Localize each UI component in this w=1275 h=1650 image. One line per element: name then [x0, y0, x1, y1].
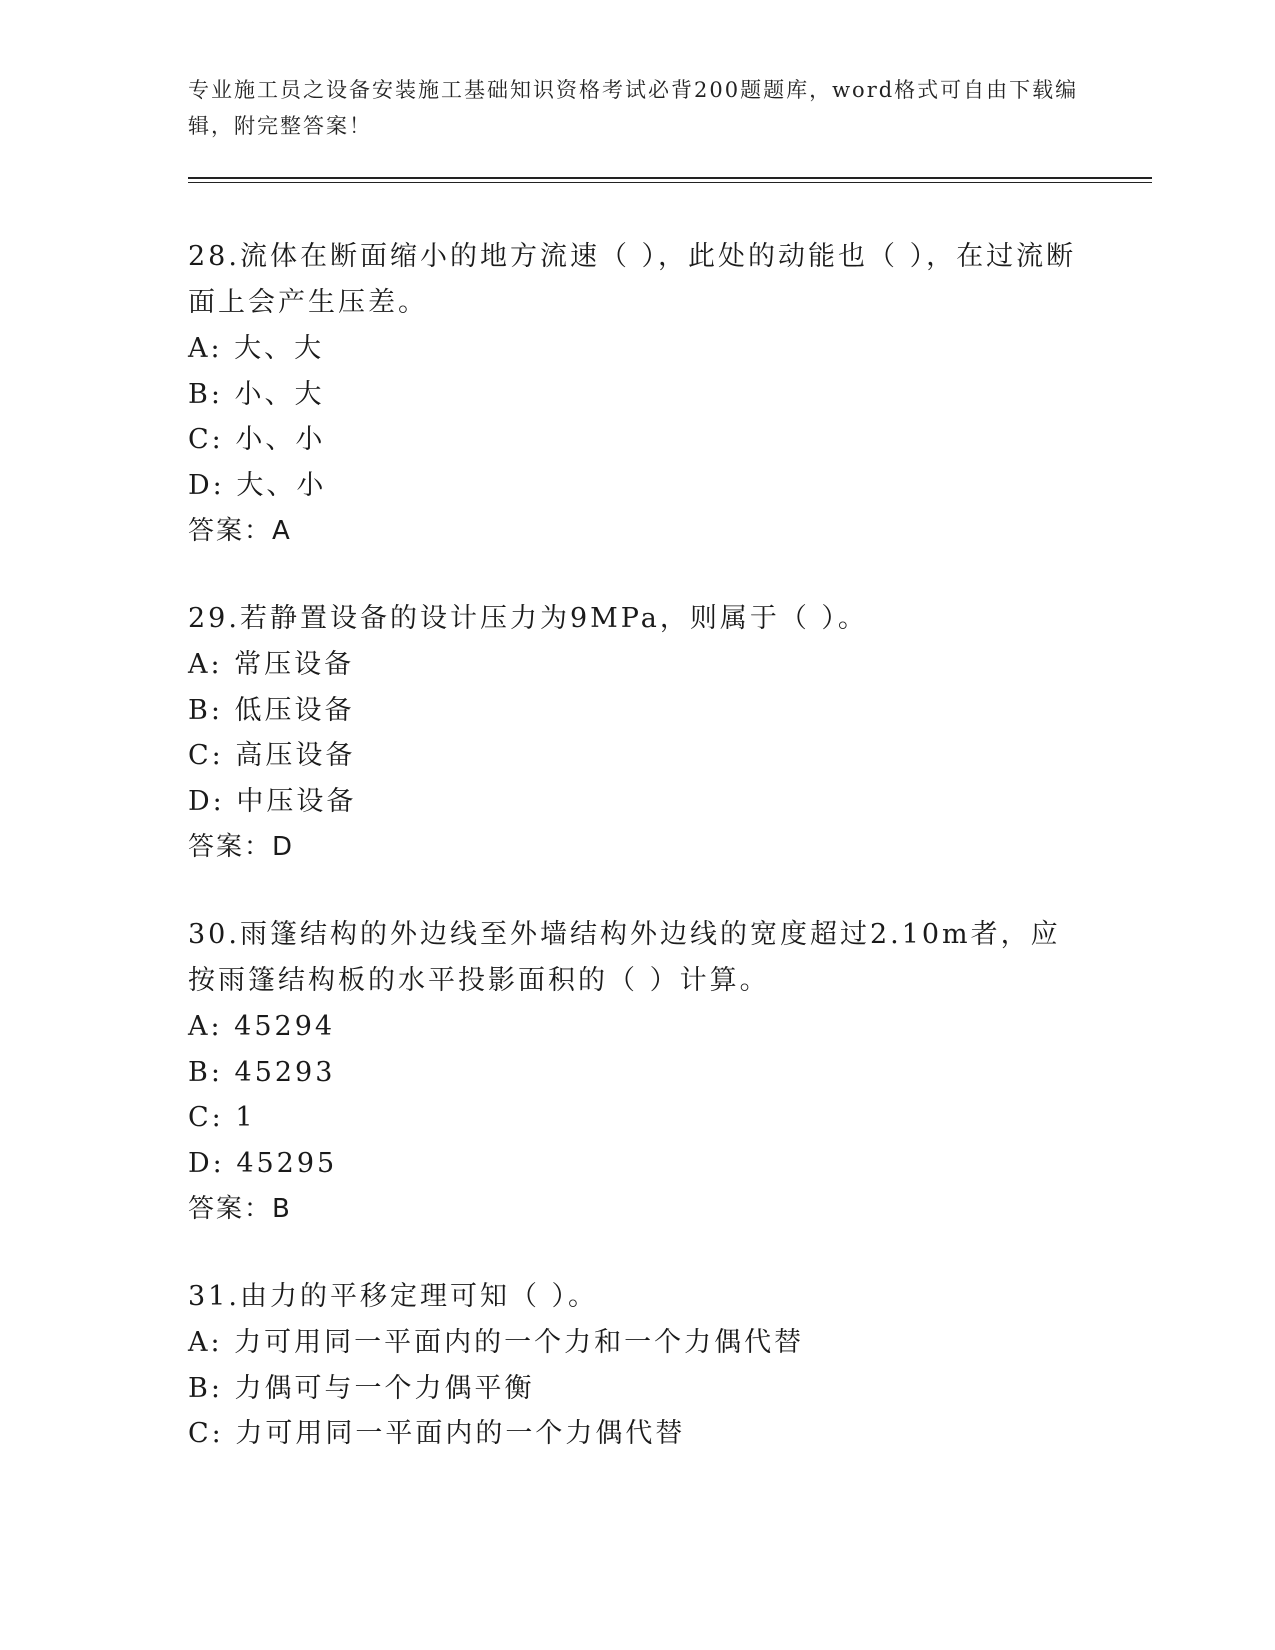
- question-text: 28.流体在断面缩小的地方流速（ ），此处的动能也（ ），在过流断面上会产生压差。: [188, 241, 1077, 318]
- answer-label: 答案：A: [188, 516, 292, 546]
- option-a: A: 常压设备: [188, 649, 355, 680]
- question-29: [188, 596, 1088, 870]
- option-b: B: 低压设备: [188, 694, 355, 726]
- answer-label: 答案：D: [188, 832, 295, 862]
- question-text: 31.由力的平移定理可知（ ）。: [188, 1281, 599, 1312]
- option-d: D: 大、小: [188, 469, 327, 501]
- answer-label: 答案：B: [188, 1194, 292, 1224]
- option-b: B: 力偶可与一个力偶平衡: [188, 1372, 535, 1404]
- question-text: 30.雨篷结构的外边线至外墙结构外边线的宽度超过2.10m者，应按雨篷结构板的水平投影面积的（ ）计算。: [188, 919, 1061, 996]
- option-b: B: 小、大: [188, 378, 325, 410]
- header-divider-thick: [188, 177, 1152, 179]
- option-c: C: 力可用同一平面内的一个力偶代替: [188, 1418, 686, 1449]
- option-c: C: 高压设备: [188, 740, 356, 771]
- header-divider-thin: [188, 182, 1152, 183]
- question-31: [188, 1274, 1088, 1457]
- option-a: A: 力可用同一平面内的一个力和一个力偶代替: [188, 1327, 805, 1358]
- option-a: A: 大、大: [188, 333, 325, 364]
- option-c: C: 小、小: [188, 424, 326, 455]
- option-b: B: 45293: [188, 1056, 336, 1088]
- option-a: A: 45294: [188, 1011, 336, 1042]
- question-30: [188, 912, 1088, 1232]
- question-text: 29.若静置设备的设计压力为9MPa，则属于（ ）。: [188, 603, 868, 634]
- option-d: D: 45295: [188, 1147, 338, 1179]
- question-list: [188, 234, 1088, 1499]
- question-28: [188, 234, 1088, 554]
- document-header: 专业施工员之设备安装施工基础知识资格考试必背200题题库，word格式可自由下载编辑，附完整答案！: [188, 78, 1079, 138]
- option-d: D: 中压设备: [188, 785, 357, 817]
- option-c: C: 1: [188, 1102, 256, 1133]
